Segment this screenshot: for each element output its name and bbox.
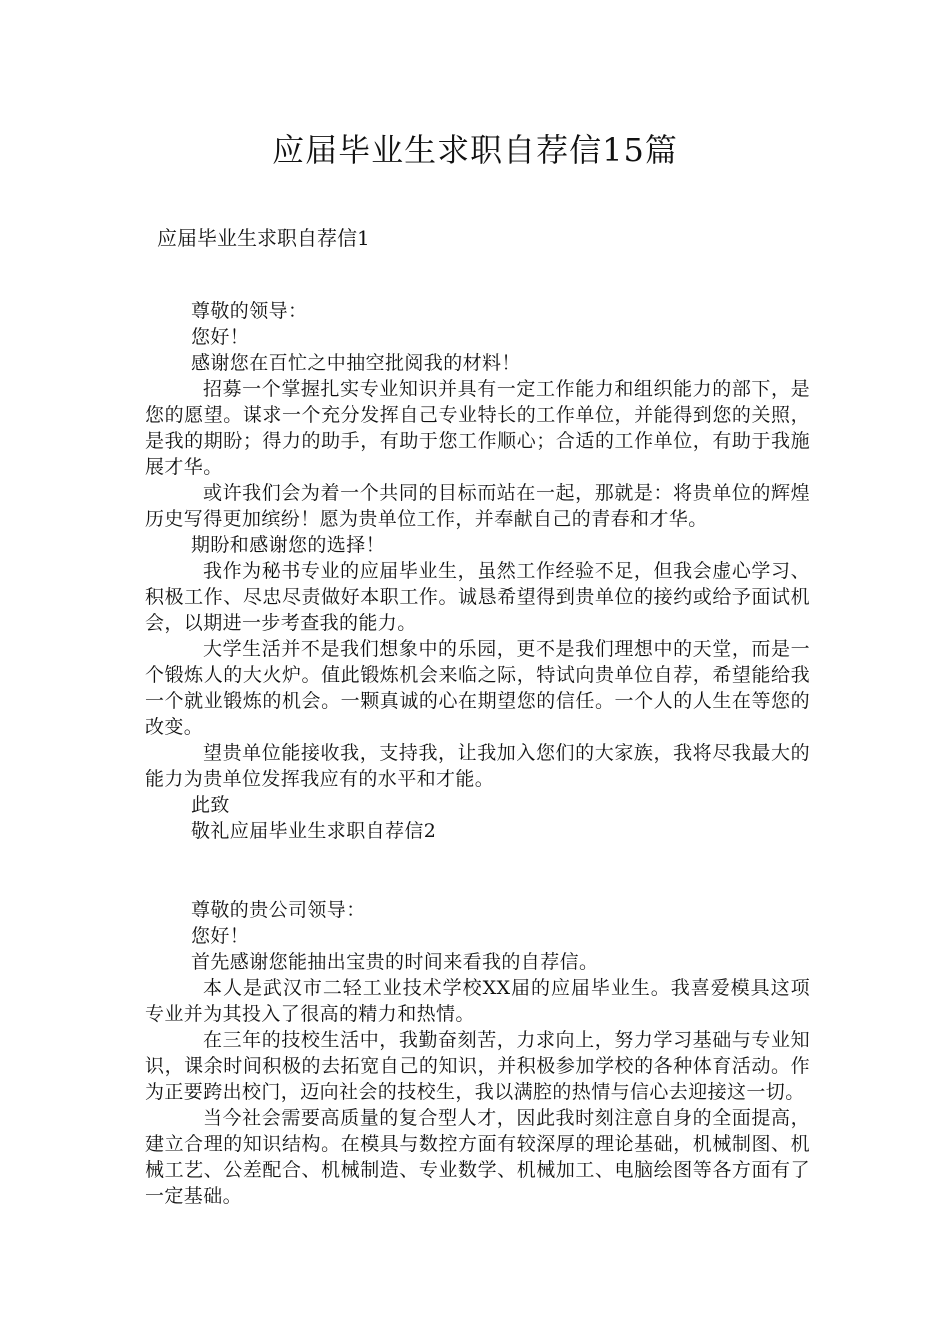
letter1-paragraph: 望贵单位能接收我，支持我，让我加入您们的大家族，我将尽我最大的能力为贵单位发挥我应有的水平和才能。	[145, 742, 810, 790]
letter1-sign-off: 敬礼应届毕业生求职自荐信2	[191, 820, 437, 842]
letter2-salutation: 尊敬的贵公司领导：	[191, 899, 366, 921]
document-title: 应届毕业生求职自荐信15篇	[272, 131, 678, 169]
letter1-closing: 此致	[191, 794, 230, 816]
letter2-paragraph: 首先感谢您能抽出宝贵的时间来看我的自荐信。	[191, 951, 599, 973]
letter1-body	[145, 298, 810, 844]
letter2-paragraph: 在三年的技校生活中，我勤奋刻苦，力求向上，努力学习基础与专业知识，课余时间积极的去拓宽自己的知识，并积极参加学校的各种体育活动。作为正要跨出校门，迈向社会的技校生，我以满腔的热情与信心去迎接这一切。	[145, 1029, 810, 1103]
letter1-greeting: 您好！	[191, 326, 250, 348]
letter1-paragraph: 期盼和感谢您的选择！	[191, 534, 386, 556]
letter1-heading: 应届毕业生求职自荐信1	[157, 226, 370, 250]
letter1-paragraph: 或许我们会为着一个共同的目标而站在一起，那就是：将贵单位的辉煌历史写得更加缤纷！愿为贵单位工作，并奉献自己的青春和才华。	[145, 482, 810, 530]
letter2-greeting: 您好！	[191, 925, 250, 947]
letter1-paragraph: 我作为秘书专业的应届毕业生，虽然工作经验不足，但我会虚心学习、积极工作、尽忠尽责做好本职工作。诚恳希望得到贵单位的接约或给予面试机会，以期进一步考查我的能力。	[145, 560, 810, 634]
letter2-body	[145, 897, 810, 1209]
letter1-paragraph: 感谢您在百忙之中抽空批阅我的材料！	[191, 352, 521, 374]
letter1-paragraph: 大学生活并不是我们想象中的乐园，更不是我们理想中的天堂，而是一个锻炼人的大火炉。值此锻炼机会来临之际，特试向贵单位自荐，希望能给我一个就业锻炼的机会。一颗真诚的心在期望您的信任。一个人的人生在等您的改变。	[145, 638, 810, 738]
letter2-paragraph: 本人是武汉市二轻工业技术学校XX届的应届毕业生。我喜爱模具这项专业并为其投入了很高的精力和热情。	[145, 977, 810, 1025]
letter1-salutation: 尊敬的领导：	[191, 300, 308, 322]
letter2-paragraph: 当今社会需要高质量的复合型人才，因此我时刻注意自身的全面提高，建立合理的知识结构。在模具与数控方面有较深厚的理论基础，机械制图、机械工艺、公差配合、机械制造、专业数学、机械加工、电脑绘图等各方面有了一定基础。	[145, 1107, 810, 1207]
letter1-paragraph: 招募一个掌握扎实专业知识并具有一定工作能力和组织能力的部下，是您的愿望。谋求一个充分发挥自己专业特长的工作单位，并能得到您的关照，是我的期盼；得力的助手，有助于您工作顺心；合适的工作单位，有助于我施展才华。	[145, 378, 810, 478]
